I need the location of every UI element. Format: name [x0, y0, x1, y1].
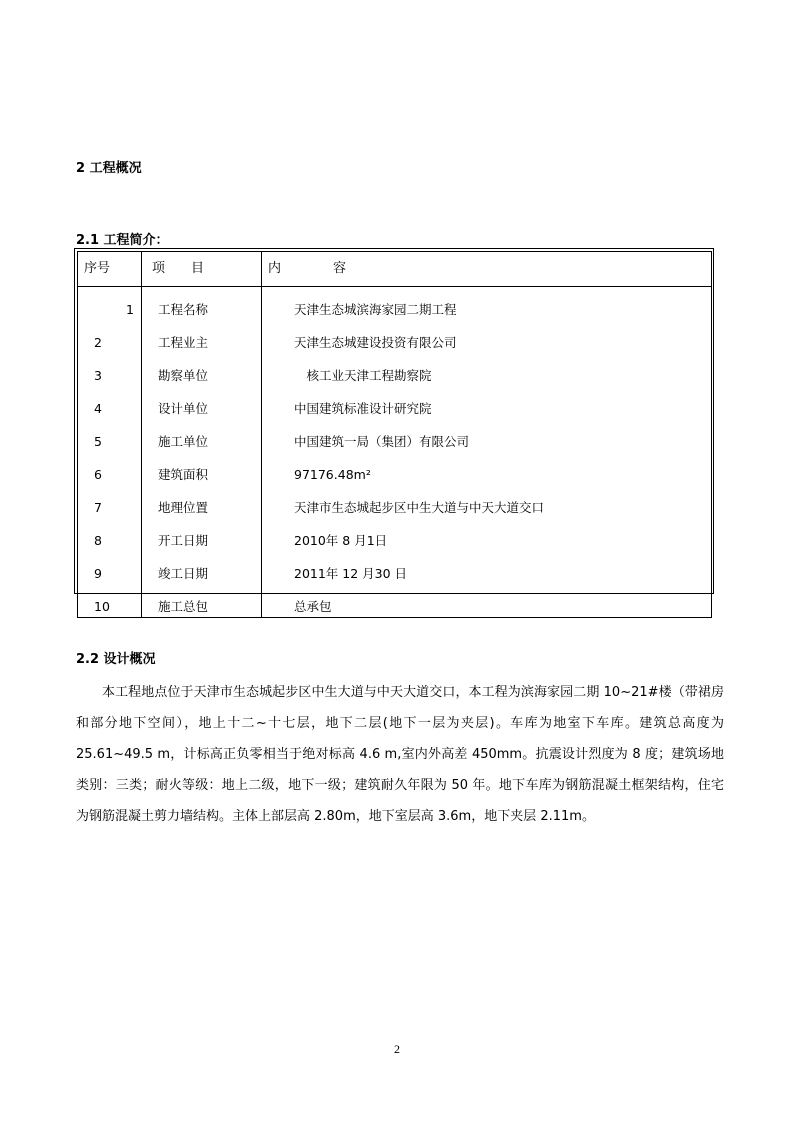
row-content-cell: 2011年 12 月30 日 [262, 551, 712, 584]
row-item-cell: 设计单位 [142, 386, 262, 419]
table-row [78, 485, 712, 518]
table-row [78, 320, 712, 353]
table-row [78, 386, 712, 419]
subsection-title-design: 2.2 设计概况 [76, 652, 156, 667]
row-number-cell: 4 [78, 386, 142, 419]
table-row [78, 353, 712, 386]
row-content-cell: 核工业天津工程勘察院 [262, 353, 712, 386]
row-number-cell: 2 [78, 320, 142, 353]
design-overview-paragraph: 本工程地点位于天津市生态城起步区中生大道与中天大道交口，本工程为滨海家园二期 10~21#楼（带裙房和部分地下空间），地上十二~十七层，地下二层(地下一层为夹层)。车库为地室下车库。建筑总高度为 25.61~49.5 m，计标高正负零相当于绝对标高 4.6 m,室内外高差 450mm。抗震设计烈度为 8 度；建筑场地类别：三类；耐火等级：地上二级，地下一级；建筑耐久年限为 50 年。地下车库为钢筋混凝土框架结构，住宅为钢筋混凝土剪力墙结构。主体上部层高 2.80m，地下室层高 3.6m，地下夹层 2.11m。 [76, 685, 724, 824]
row-number-cell: 10 [78, 584, 142, 618]
row-content-cell: 97176.48m² [262, 452, 712, 485]
row-number-cell: 8 [78, 518, 142, 551]
table-row [78, 518, 712, 551]
row-content-cell: 中国建筑标准设计研究院 [262, 386, 712, 419]
table-header-row [78, 252, 712, 287]
table-row [78, 452, 712, 485]
row-item-cell: 施工总包 [142, 584, 262, 618]
table-row [78, 419, 712, 452]
header-cell-no: 序号 [78, 252, 142, 287]
row-number-cell: 5 [78, 419, 142, 452]
row-content-cell: 天津生态城建设投资有限公司 [262, 320, 712, 353]
row-item-cell: 开工日期 [142, 518, 262, 551]
row-number-cell: 9 [78, 551, 142, 584]
row-item-cell: 勘察单位 [142, 353, 262, 386]
row-item-cell: 工程名称 [142, 287, 262, 321]
row-content-cell: 2010年 8 月1日 [262, 518, 712, 551]
table-row [78, 584, 712, 618]
row-number-cell: 7 [78, 485, 142, 518]
section-title: 2 工程概况 [76, 161, 142, 176]
project-info-table-frame [74, 248, 714, 614]
row-content-cell: 天津生态城滨海家园二期工程 [262, 287, 712, 321]
row-item-cell: 地理位置 [142, 485, 262, 518]
subsection-title-intro: 2.1 工程简介： [76, 233, 169, 248]
header-cell-content: 内 容 [262, 252, 712, 287]
page-number: 2 [394, 1042, 400, 1056]
row-item-cell: 建筑面积 [142, 452, 262, 485]
row-number-cell: 3 [78, 353, 142, 386]
row-item-cell: 工程业主 [142, 320, 262, 353]
row-content-cell: 中国建筑一局（集团）有限公司 [262, 419, 712, 452]
row-item-cell: 施工单位 [142, 419, 262, 452]
header-cell-item: 项 目 [142, 252, 262, 287]
row-content-cell: 天津市生态城起步区中生大道与中天大道交口 [262, 485, 712, 518]
table-row [78, 551, 712, 584]
project-info-table [77, 251, 712, 618]
row-item-cell: 竣工日期 [142, 551, 262, 584]
row-number-cell: 1 [78, 287, 142, 321]
table-row [78, 287, 712, 321]
row-number-cell: 6 [78, 452, 142, 485]
row-content-cell: 总承包 [262, 584, 712, 618]
